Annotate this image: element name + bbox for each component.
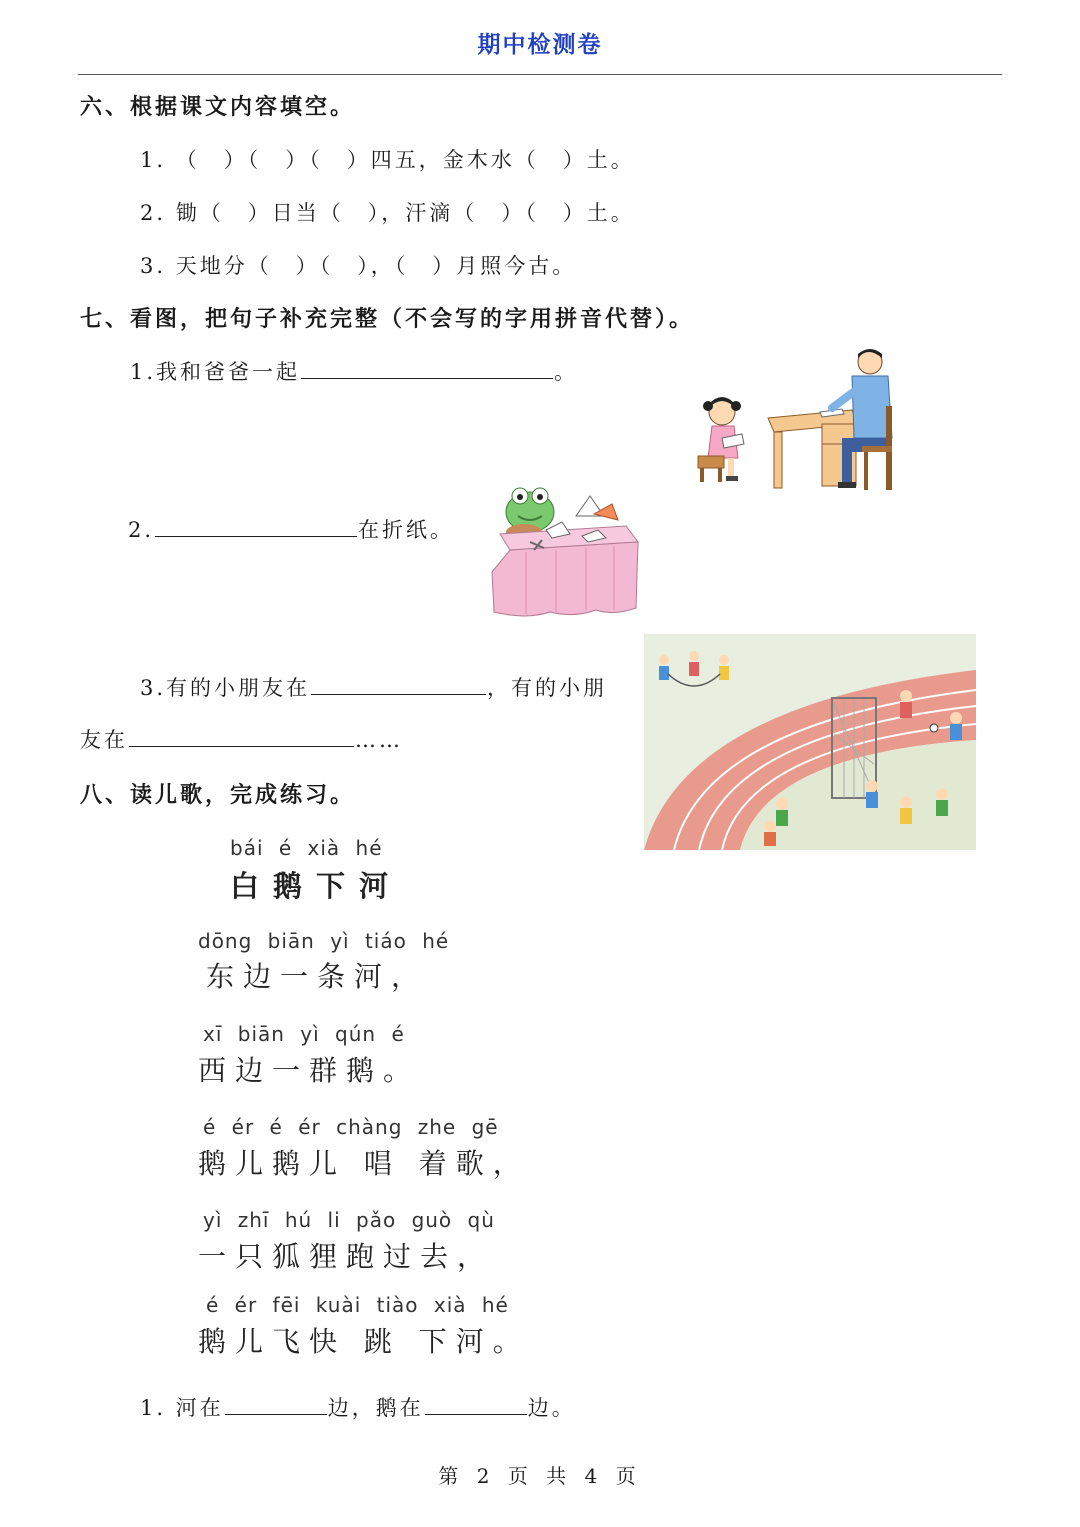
answer-blank[interactable] <box>155 516 357 537</box>
poem-line-5-pinyin: é ér fēi kuài tiào xià hé <box>206 1293 509 1317</box>
ellipsis: …… <box>355 728 403 752</box>
section-7-question-3-continued <box>80 724 403 754</box>
answer-blank[interactable] <box>129 726 354 747</box>
page-footer: 第 2 页 共 4 页 <box>438 1464 642 1488</box>
question-text: 河在 <box>175 1396 224 1420</box>
illustration-father-daughter-reading <box>692 346 912 492</box>
question-number: 1. <box>140 1396 167 1420</box>
poem-line-5: 鹅儿飞快 跳 下河。 <box>198 1325 530 1358</box>
question-number: 3. <box>140 254 167 278</box>
answer-blank[interactable] <box>301 358 553 379</box>
question-text: 天地分（ ）（ ），（ ）月照今古。 <box>175 254 577 278</box>
page-header-title: 期中检测卷 <box>477 31 603 58</box>
answer-blank[interactable] <box>225 1394 327 1415</box>
poem-line-3: 鹅儿鹅儿 唱 着歌， <box>198 1147 530 1180</box>
poem-line-4: 一只狐狸跑过去， <box>198 1240 495 1273</box>
section-6-question-2 <box>140 197 635 227</box>
section-6-question-1 <box>140 144 635 174</box>
question-text: 边。 <box>527 1396 576 1420</box>
question-text: ，有的小朋 <box>487 676 608 700</box>
poem-line-2: 西边一群鹅。 <box>198 1054 421 1087</box>
question-number: 1. <box>140 148 167 172</box>
question-text: 在折纸。 <box>358 518 455 542</box>
question-text: 1.我和爸爸一起 <box>130 360 301 384</box>
poem-line-4-pinyin: yì zhī hú li pǎo guò qù <box>203 1208 495 1232</box>
section-6-question-3 <box>140 250 576 280</box>
poem-title-pinyin: bái é xià hé <box>230 836 383 860</box>
poem-line-1-pinyin: dōng biān yì tiáo hé <box>198 929 450 953</box>
section-8-question-1 <box>140 1392 576 1422</box>
section-7-title: 七、看图，把句子补充完整（不会写的字用拼音代替）。 <box>80 306 695 332</box>
question-text: 3.有的小朋友在 <box>140 676 311 700</box>
section-7-question-2 <box>128 514 454 544</box>
question-text: （ ）（ ）（ ）四五，金木水（ ）土。 <box>175 148 635 172</box>
poem-title: 白鹅下河 <box>230 869 403 903</box>
section-8-title: 八、读儿歌，完成练习。 <box>80 782 356 808</box>
illustration-playground <box>644 634 976 850</box>
question-text: 边，鹅在 <box>327 1396 424 1420</box>
illustration-frog-folding-paper <box>486 476 642 624</box>
poem-line-2-pinyin: xī biān yì qún é <box>203 1022 405 1046</box>
question-text: 。 <box>554 360 579 384</box>
poem-line-3-pinyin: é ér é ér chàng zhe gē <box>203 1115 499 1139</box>
poem-line-1: 东边一条河， <box>206 960 429 993</box>
question-text: 友在 <box>80 728 128 752</box>
question-number: 2. <box>140 201 167 225</box>
section-7-question-3 <box>140 672 607 702</box>
answer-blank[interactable] <box>425 1394 527 1415</box>
question-text: 2. <box>128 518 155 542</box>
question-text: 锄（ ）日当（ ），汗滴（ ）（ ）土。 <box>175 201 635 225</box>
section-7-question-1 <box>130 356 578 386</box>
header-divider <box>78 74 1002 75</box>
answer-blank[interactable] <box>311 674 486 695</box>
section-6-title: 六、根据课文内容填空。 <box>80 94 356 120</box>
